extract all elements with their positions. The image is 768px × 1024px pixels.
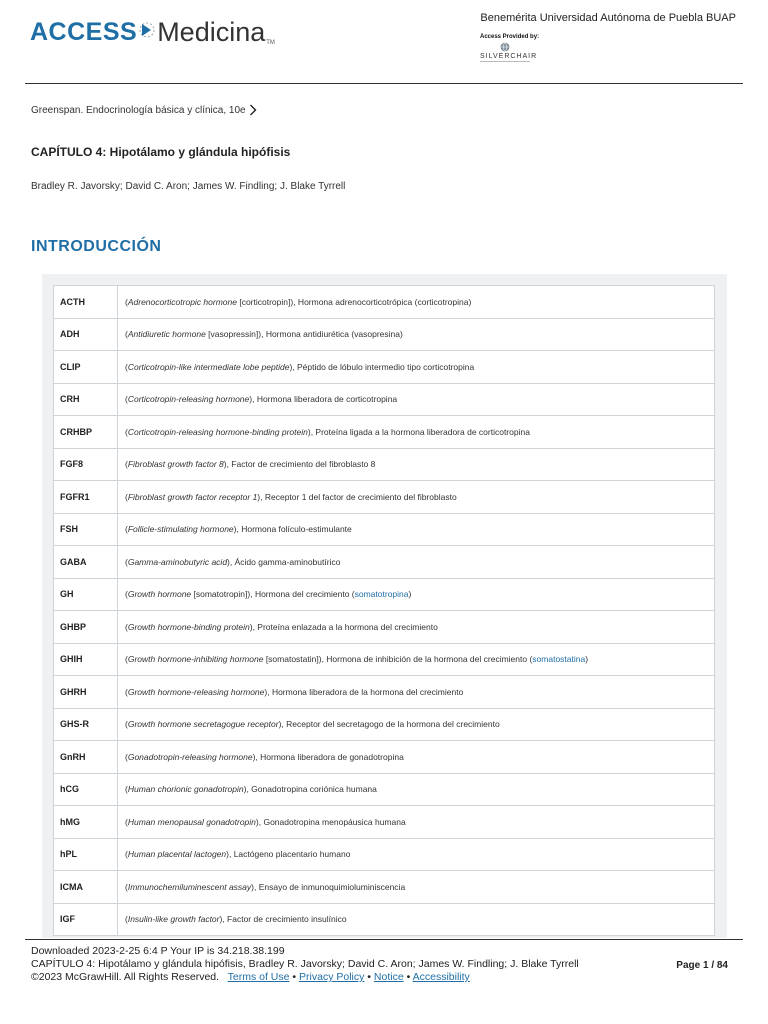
- term-link[interactable]: somatotropina: [354, 589, 409, 600]
- spanish-term: ), Factor de crecimiento insulínico: [219, 914, 347, 925]
- english-term: Human chorionic gonadotropin: [127, 784, 244, 795]
- table-row: [54, 838, 715, 871]
- section-heading: INTRODUCCIÓN: [31, 238, 162, 255]
- page-number: Page 1 / 84: [676, 960, 728, 971]
- english-term: Human placental lactogen: [127, 849, 227, 860]
- chapter-title: CAPÍTULO 4: Hipotálamo y glándula hipófisis: [31, 145, 291, 159]
- abbreviations-table-container: [42, 274, 727, 938]
- abbreviation-code: FGF8: [54, 448, 118, 481]
- abbreviation-description: (Corticotropin-like intermediate lobe peptide), Péptido de lóbulo intermedio tipo corticotropina: [118, 351, 715, 384]
- accessibility-link[interactable]: Accessibility: [412, 971, 470, 983]
- abbreviation-code: GHBP: [54, 611, 118, 644]
- spanish-term: ), Gonadotropina menopáusica humana: [255, 816, 406, 827]
- english-term: Growth hormone-releasing hormone: [127, 686, 265, 697]
- page-footer: [31, 945, 579, 984]
- english-term: Insulin-like growth factor: [127, 914, 220, 925]
- table-row: [54, 741, 715, 774]
- table-row: [54, 546, 715, 579]
- table-row: [54, 643, 715, 676]
- spanish-term: ), Ácido gamma-aminobutírico: [227, 556, 341, 567]
- abbreviation-description: (Human menopausal gonadotropin), Gonadotropina menopáusica humana: [118, 806, 715, 839]
- spanish-term: ), Proteína ligada a la hormona liberadora de corticotropina: [307, 426, 530, 437]
- abbreviation-description: (Growth hormone-binding protein), Proteína enlazada a la hormona del crecimiento: [118, 611, 715, 644]
- abbreviation-code: FSH: [54, 513, 118, 546]
- breadcrumb[interactable]: [31, 104, 257, 116]
- copyright-line: [31, 971, 579, 984]
- abbreviation-code: GHIH: [54, 643, 118, 676]
- download-info: Downloaded 2023-2-25 6:4 P Your IP is 34.218.38.199: [31, 945, 285, 957]
- silverchair-globe-icon: [500, 42, 510, 52]
- english-term: Antidiuretic hormone: [127, 329, 206, 340]
- abbreviation-description: (Insulin-like growth factor), Factor de crecimiento insulínico: [118, 903, 715, 936]
- abbreviation-code: IGF: [54, 903, 118, 936]
- closing-paren: ): [585, 654, 589, 665]
- english-term: Fibroblast growth factor 8: [127, 459, 224, 470]
- chevron-right-icon: [249, 104, 257, 116]
- english-synonym: [vasopressin]: [205, 329, 259, 340]
- abbreviation-description: (Growth hormone secretagogue receptor), Receptor del secretagogo de la hormona del crecimiento: [118, 708, 715, 741]
- english-term: Corticotropin-releasing hormone-binding protein: [127, 426, 308, 437]
- english-term: Follicle-stimulating hormone: [127, 524, 234, 535]
- silverchair-logo: [480, 42, 540, 62]
- english-term: Fibroblast growth factor receptor 1: [127, 491, 258, 502]
- table-row: [54, 513, 715, 546]
- terms-of-use-link[interactable]: Terms of Use: [227, 971, 290, 983]
- spanish-term: ), Receptor del secretagogo de la hormona del crecimiento: [278, 719, 500, 730]
- abbreviation-description: (Adrenocorticotropic hormone [corticotropin]), Hormona adrenocorticotrópica (corticotropina): [118, 286, 715, 319]
- english-term: Gonadotropin-releasing hormone: [127, 751, 253, 762]
- separator: •: [367, 971, 371, 983]
- table-row: [54, 708, 715, 741]
- abbreviation-code: ACTH: [54, 286, 118, 319]
- abbreviation-description: (Fibroblast growth factor 8), Factor de crecimiento del fibroblasto 8: [118, 448, 715, 481]
- spanish-term: ), Proteína enlazada a la hormona del crecimiento: [249, 621, 438, 632]
- abbreviation-code: GHRH: [54, 676, 118, 709]
- table-row: [54, 416, 715, 449]
- table-row: [54, 903, 715, 936]
- spanish-term: ), Factor de crecimiento del fibroblasto 8: [223, 459, 376, 470]
- spanish-term: ), Hormona liberadora de corticotropina: [249, 394, 398, 405]
- separator: •: [406, 971, 411, 983]
- logo-medicina-text: Medicina: [157, 16, 266, 47]
- spanish-term: ), Hormona de inhibición de la hormona del crecimiento (: [318, 654, 533, 665]
- term-link[interactable]: somatostatina: [532, 654, 586, 665]
- abbreviation-code: ADH: [54, 318, 118, 351]
- abbreviation-code: ICMA: [54, 871, 118, 904]
- english-synonym: [somatostatin]: [263, 654, 319, 665]
- spanish-term: ), Péptido de lóbulo intermedio tipo corticotropina: [289, 361, 475, 372]
- abbreviation-description: (Growth hormone-releasing hormone), Hormona liberadora de la hormona del crecimiento: [118, 676, 715, 709]
- table-row: [54, 806, 715, 839]
- silverchair-underline: [480, 61, 530, 62]
- abbreviation-description: (Growth hormone [somatotropin]), Hormona del crecimiento (somatotropina): [118, 578, 715, 611]
- breadcrumb-book[interactable]: Greenspan. Endocrinología básica y clínica, 10e: [31, 104, 246, 116]
- english-synonym: [somatotropin]: [191, 589, 248, 600]
- abbreviation-code: GH: [54, 578, 118, 611]
- abbreviation-description: (Human placental lactogen), Lactógeno placentario humano: [118, 838, 715, 871]
- separator: •: [292, 971, 297, 983]
- copyright-text: ©2023 McGrawHill. All Rights Reserved.: [31, 971, 220, 983]
- abbreviation-description: (Immunochemiluminescent assay), Ensayo de inmunoquimioluminiscencia: [118, 871, 715, 904]
- closing-paren: ): [408, 589, 412, 600]
- english-term: Growth hormone: [127, 589, 192, 600]
- abbreviation-description: (Corticotropin-releasing hormone), Hormona liberadora de corticotropina: [118, 383, 715, 416]
- spanish-term: ), Hormona antidiurética (vasopresina): [258, 329, 403, 340]
- spanish-term: ), Hormona folículo-estimulante: [233, 524, 352, 535]
- abbreviation-code: hPL: [54, 838, 118, 871]
- table-row: [54, 286, 715, 319]
- logo-access-text: ACCESS: [30, 17, 138, 46]
- table-row: [54, 578, 715, 611]
- logo-arrow-icon: [139, 17, 155, 48]
- english-term: Corticotropin-like intermediate lobe peptide: [127, 361, 290, 372]
- english-term: Corticotropin-releasing hormone: [127, 394, 250, 405]
- abbreviation-description: (Gonadotropin-releasing hormone), Hormona liberadora de gonadotropina: [118, 741, 715, 774]
- abbreviation-description: (Corticotropin-releasing hormone-binding protein), Proteína ligada a la hormona liberadora de corticotropina: [118, 416, 715, 449]
- table-row: [54, 773, 715, 806]
- abbreviation-code: CLIP: [54, 351, 118, 384]
- english-term: Gamma-aminobutyric acid: [127, 556, 228, 567]
- english-term: Growth hormone-inhibiting hormone: [127, 654, 264, 665]
- abbreviation-description: (Human chorionic gonadotropin), Gonadotropina coriónica humana: [118, 773, 715, 806]
- abbreviation-description: (Antidiuretic hormone [vasopressin]), Hormona antidiurética (vasopresina): [118, 318, 715, 351]
- footer-divider: [25, 939, 743, 940]
- page-header: [0, 0, 768, 84]
- abbreviation-code: GHS-R: [54, 708, 118, 741]
- table-row: [54, 448, 715, 481]
- header-divider: [25, 83, 743, 84]
- abbreviation-code: CRHBP: [54, 416, 118, 449]
- spanish-term: ), Lactógeno placentario humano: [226, 849, 351, 860]
- abbreviation-code: GnRH: [54, 741, 118, 774]
- abbreviation-description: (Fibroblast growth factor receptor 1), Receptor 1 del factor de crecimiento del fibroblasto: [118, 481, 715, 514]
- english-term: Human menopausal gonadotropin: [127, 816, 256, 827]
- abbreviation-code: hMG: [54, 806, 118, 839]
- accessmedicina-logo[interactable]: [30, 10, 275, 54]
- abbreviations-table: [53, 285, 715, 936]
- english-term: Immunochemiluminescent assay: [127, 881, 252, 892]
- silverchair-name: SILVERCHAIR: [480, 53, 538, 60]
- spanish-term: ), Hormona liberadora de la hormona del crecimiento: [264, 686, 464, 697]
- notice-link[interactable]: Notice: [373, 971, 404, 983]
- english-term: Adrenocorticotropic hormone: [127, 296, 237, 307]
- table-row: [54, 611, 715, 644]
- abbreviation-description: (Growth hormone-inhibiting hormone [somatostatin]), Hormona de inhibición de la hormona del crecimiento (somatostatina): [118, 643, 715, 676]
- abbreviation-code: CRH: [54, 383, 118, 416]
- table-row: [54, 871, 715, 904]
- spanish-term: ), Hormona liberadora de gonadotropina: [252, 751, 404, 762]
- privacy-policy-link[interactable]: Privacy Policy: [299, 971, 365, 983]
- english-term: Growth hormone secretagogue receptor: [127, 719, 279, 730]
- spanish-term: ), Ensayo de inmunoquimioluminiscencia: [251, 881, 406, 892]
- logo-trademark: TM: [266, 40, 275, 46]
- page-current: Page 1: [676, 960, 709, 971]
- institution-name: Benemérita Universidad Autónoma de Puebla BUAP: [480, 12, 736, 24]
- spanish-term: ), Receptor 1 del factor de crecimiento del fibroblasto: [257, 491, 457, 502]
- abbreviation-description: (Gamma-aminobutyric acid), Ácido gamma-aminobutírico: [118, 546, 715, 579]
- abbreviation-description: (Follicle-stimulating hormone), Hormona folículo-estimulante: [118, 513, 715, 546]
- english-term: Growth hormone-binding protein: [127, 621, 250, 632]
- english-synonym: [corticotropin]: [236, 296, 291, 307]
- abbreviation-code: hCG: [54, 773, 118, 806]
- page-total: 84: [716, 960, 728, 971]
- table-row: [54, 383, 715, 416]
- spanish-term: ), Hormona del crecimiento (: [247, 589, 355, 600]
- access-provided-label: Access Provided by:: [480, 34, 540, 40]
- abbreviation-code: FGFR1: [54, 481, 118, 514]
- abbreviation-code: GABA: [54, 546, 118, 579]
- spanish-term: ), Hormona adrenocorticotrópica (corticotropina): [290, 296, 472, 307]
- table-row: [54, 676, 715, 709]
- citation: CAPÍTULO 4: Hipotálamo y glándula hipófisis, Bradley R. Javorsky; David C. Aron; James W. Findling; J. Blake Tyrrell: [31, 958, 579, 970]
- spanish-term: ), Gonadotropina coriónica humana: [243, 784, 377, 795]
- table-row: [54, 351, 715, 384]
- table-row: [54, 481, 715, 514]
- table-row: [54, 318, 715, 351]
- chapter-authors: Bradley R. Javorsky; David C. Aron; James W. Findling; J. Blake Tyrrell: [31, 181, 346, 192]
